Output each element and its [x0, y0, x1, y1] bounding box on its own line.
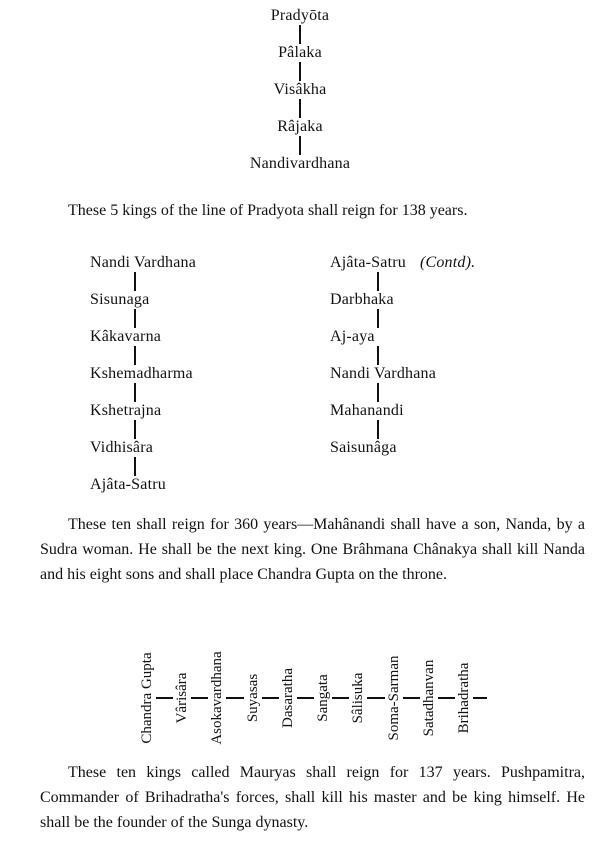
- king-name: Mahanandi: [330, 402, 404, 419]
- king-name: Brihadratha: [455, 660, 473, 737]
- king-name: Darbhaka: [330, 291, 394, 308]
- lineage-connector: [299, 99, 301, 118]
- king-name: Chandra Gupta: [138, 649, 156, 746]
- king-name-vertical: [348, 618, 368, 758]
- king-name: Sâlisuka: [349, 670, 367, 727]
- king-name: Nandi Vardhana: [90, 254, 197, 271]
- continued-note: (Contd).: [419, 254, 476, 271]
- king-name: Visâkha: [273, 81, 327, 98]
- king-name-vertical: [172, 618, 192, 758]
- king-name: Pradyōta: [270, 7, 330, 24]
- king-name: Pâlaka: [278, 44, 322, 61]
- lineage-connector: [134, 272, 136, 291]
- lineage-connector: [377, 383, 379, 402]
- king-name: Saisunâga: [330, 439, 397, 456]
- lineage-connector: [134, 383, 136, 402]
- king-name-continued: [330, 254, 475, 272]
- king-name-vertical: [454, 618, 474, 758]
- king-name: Nandivardhana: [249, 155, 351, 172]
- king-name: Kshemadharma: [90, 365, 193, 382]
- king-name: Aj-aya: [330, 328, 375, 345]
- lineage-connector: [377, 346, 379, 365]
- king-name: Râjaka: [277, 118, 323, 135]
- king-name: Kshetrajna: [90, 402, 162, 419]
- king-name-vertical: [313, 618, 333, 758]
- king-name-vertical: [207, 618, 227, 758]
- king-name-vertical: [243, 618, 263, 758]
- king-name: Dasaratha: [279, 665, 297, 731]
- king-name-vertical: [137, 618, 157, 758]
- lineage-connector: [299, 25, 301, 44]
- king-name: Sangata: [314, 671, 332, 724]
- king-name: Satadhanvan: [420, 657, 438, 740]
- sisunaga-genealogy-left: [90, 254, 196, 494]
- lineage-connector: [377, 272, 379, 291]
- lineage-connector: [134, 420, 136, 439]
- king-name: Suyasas: [244, 671, 262, 725]
- pradyota-genealogy: [210, 7, 390, 173]
- king-name: Ajâta-Satru: [90, 476, 166, 493]
- sisunaga-paragraph: These ten shall reign for 360 years—Mahânandi shall have a son, Nanda, by a Sudra woman. He shall be the next king. One Brâhmana Chânakya shall kill Nanda and his eight sons and shall place Chandra Gupta on the throne.: [40, 516, 585, 583]
- king-name: Vârisâra: [173, 670, 191, 727]
- lineage-connector: [377, 420, 379, 439]
- sisunaga-genealogy-right: [330, 254, 475, 457]
- lineage-connector: [134, 309, 136, 328]
- king-name: Ajâta-Satru: [330, 254, 406, 271]
- lineage-connector: [134, 346, 136, 365]
- king-name: Asokavardhana: [208, 648, 226, 747]
- king-name-vertical: [384, 618, 404, 758]
- king-name: Soma-Sarman: [385, 653, 403, 744]
- king-name: Nandi Vardhana: [330, 365, 437, 382]
- pradyota-paragraph: These 5 kings of the line of Pradyota shall reign for 138 years.: [68, 202, 468, 219]
- lineage-connector: [299, 62, 301, 81]
- king-name: Sisunaga: [90, 291, 150, 308]
- maurya-paragraph: These ten kings called Mauryas shall reign for 137 years. Pushpamitra, Commander of Brihadratha's forces, shall kill his master and be king himself. He shall be the founder of the Sunga dynasty.: [40, 764, 585, 831]
- king-name-vertical: [419, 618, 439, 758]
- lineage-connector: [377, 309, 379, 328]
- king-name: Vidhisâra: [90, 439, 154, 456]
- maurya-genealogy: [130, 618, 510, 758]
- king-name-vertical: [278, 618, 298, 758]
- king-name: Kâkavarna: [90, 328, 162, 345]
- lineage-connector: [134, 457, 136, 476]
- lineage-connector: [299, 136, 301, 155]
